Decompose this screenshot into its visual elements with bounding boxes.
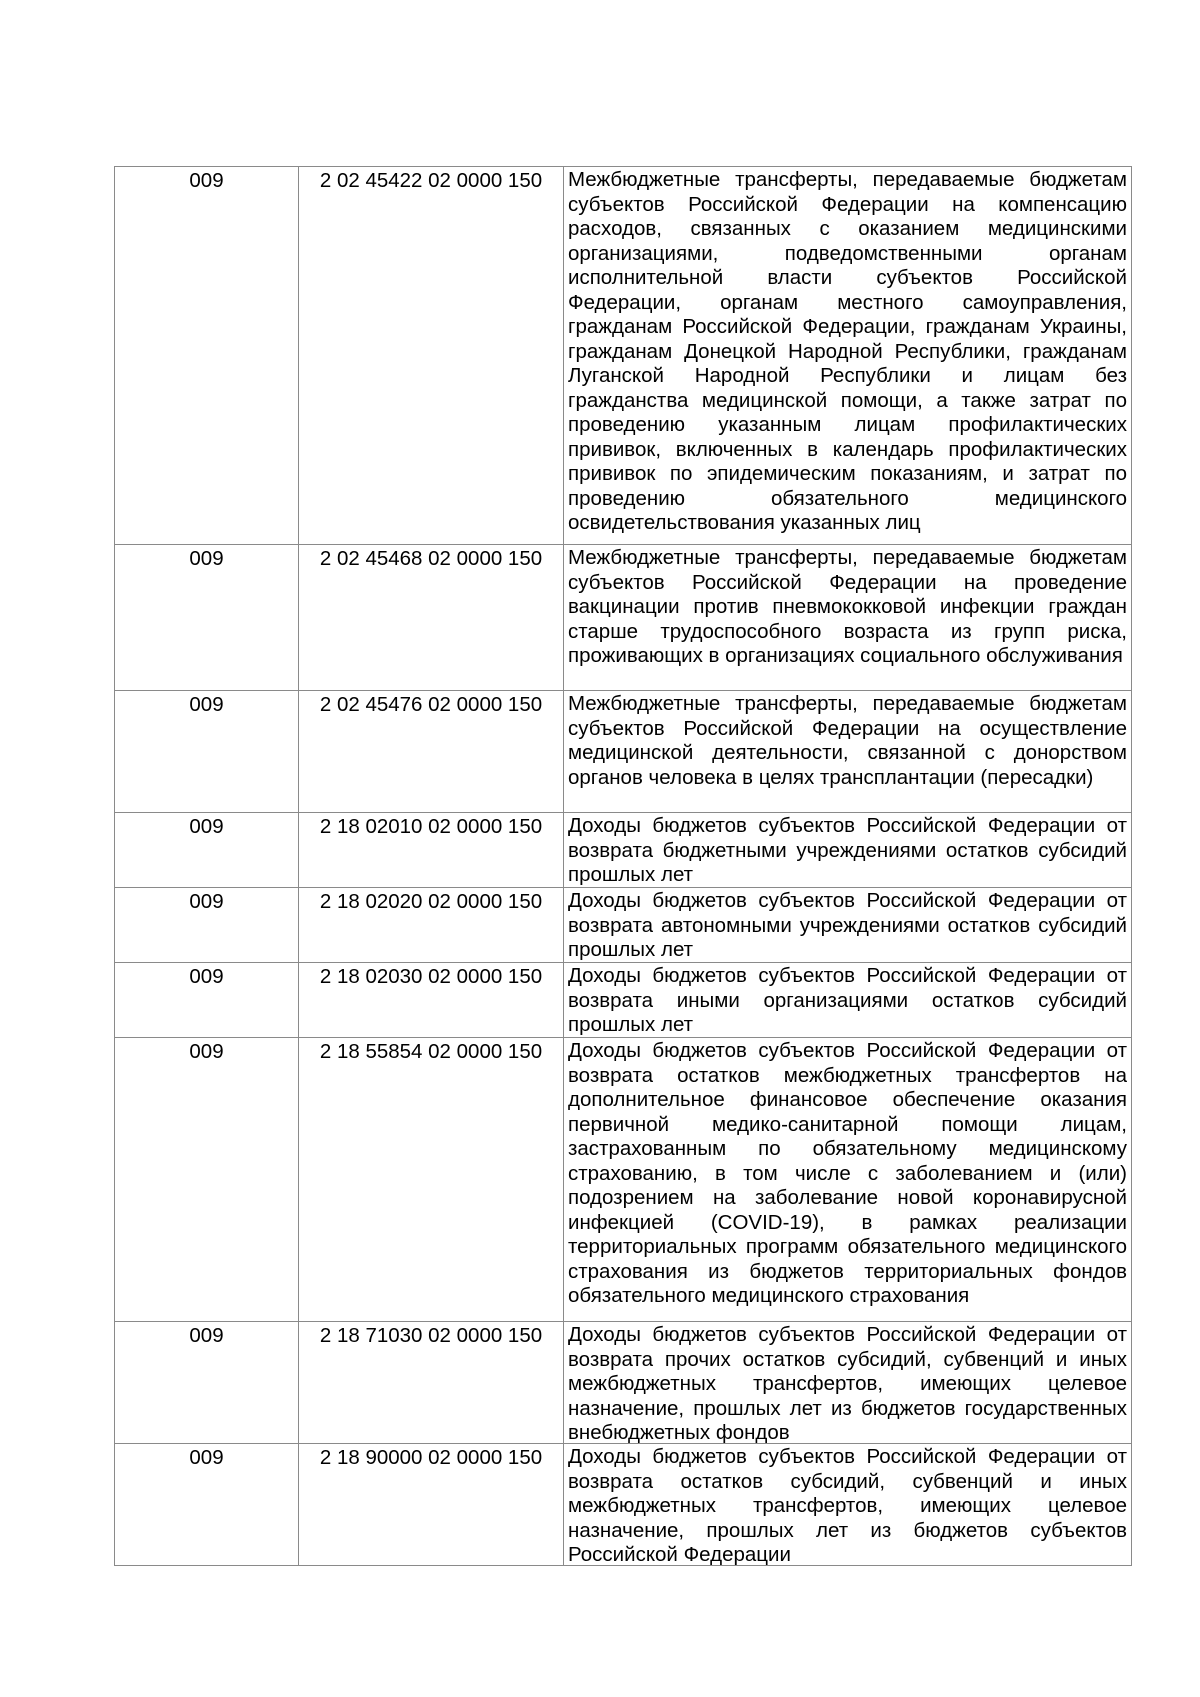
revenue-name-cell: [564, 1444, 1132, 1566]
budget-classification-code: 2 18 02020 02 0000 150: [319, 890, 543, 913]
budget-classification-code: 2 18 55854 02 0000 150: [319, 1040, 543, 1063]
revenue-name-cell: [564, 888, 1132, 963]
admin-code: 009: [189, 547, 224, 570]
revenue-name: Межбюджетные трансферты, передаваемые бюджетам субъектов Российской Федерации на компенсацию расходов, связанных с оказанием медицинскими организациями, подведомственными органам исполнительной власти субъектов Российской Федерации, органам местного самоуправления, гражданам Российской Федерации, гражданам Украины, гражданам Донецкой Народной Республики, гражданам Луганской Народной Республики и лицам без гражданства медицинской помощи, а также затрат по проведению указанным лицам профилактических прививок, включенных в календарь профилактических прививок по эпидемическим показаниям, и затрат по проведению обязательного медицинского освидетельствования указанных лиц: [568, 168, 1127, 534]
revenue-name: Доходы бюджетов субъектов Российской Федерации от возврата автономными учреждениями остатков субсидий прошлых лет: [568, 889, 1127, 961]
budget-classification-code: 2 18 71030 02 0000 150: [319, 1324, 543, 1347]
admin-code-cell: [115, 813, 299, 888]
budget-classification-code: 2 02 45468 02 0000 150: [319, 547, 543, 570]
admin-code: 009: [189, 965, 224, 988]
revenue-name-cell: [564, 1038, 1132, 1322]
admin-code: 009: [189, 1040, 224, 1063]
budget-code-cell: [299, 691, 564, 813]
revenue-codes-table: [114, 166, 1132, 1566]
revenue-name-cell: [564, 963, 1132, 1038]
revenue-name: Межбюджетные трансферты, передаваемые бюджетам субъектов Российской Федерации на осуществление медицинской деятельности, связанной с донорством органов человека в целях трансплантации (пересадки): [568, 692, 1127, 789]
admin-code-cell: [115, 1444, 299, 1566]
table-row: [115, 888, 1132, 963]
revenue-name: Доходы бюджетов субъектов Российской Федерации от возврата прочих остатков субсидий, субвенций и иных межбюджетных трансфертов, имеющих целевое назначение, прошлых лет из бюджетов государственных внебюджетных фондов: [568, 1323, 1127, 1443]
budget-classification-code: 2 18 90000 02 0000 150: [319, 1446, 543, 1469]
admin-code: 009: [189, 169, 224, 192]
table-row: [115, 1038, 1132, 1322]
budget-code-cell: [299, 1444, 564, 1566]
budget-classification-code: 2 18 02010 02 0000 150: [319, 815, 543, 838]
revenue-name: Межбюджетные трансферты, передаваемые бюджетам субъектов Российской Федерации на проведение вакцинации против пневмококковой инфекции граждан старше трудоспособного возраста из групп риска, проживающих в организациях социального обслуживания: [568, 546, 1127, 667]
admin-code: 009: [189, 1324, 224, 1347]
admin-code: 009: [189, 1446, 224, 1469]
revenue-name-cell: [564, 813, 1132, 888]
admin-code-cell: [115, 1322, 299, 1444]
table-row: [115, 1322, 1132, 1444]
budget-code-cell: [299, 545, 564, 691]
budget-code-cell: [299, 1038, 564, 1322]
table-row: [115, 691, 1132, 813]
table-row: [115, 813, 1132, 888]
admin-code-cell: [115, 691, 299, 813]
revenue-name: Доходы бюджетов субъектов Российской Федерации от возврата остатков субсидий, субвенций и иных межбюджетных трансфертов, имеющих целевое назначение, прошлых лет из бюджетов субъектов Российской Федерации: [568, 1445, 1127, 1565]
table-row: [115, 167, 1132, 545]
budget-code-cell: [299, 167, 564, 545]
admin-code-cell: [115, 167, 299, 545]
revenue-name: Доходы бюджетов субъектов Российской Федерации от возврата иными организациями остатков субсидий прошлых лет: [568, 964, 1127, 1036]
budget-code-cell: [299, 813, 564, 888]
budget-code-cell: [299, 888, 564, 963]
admin-code: 009: [189, 815, 224, 838]
budget-code-cell: [299, 1322, 564, 1444]
budget-classification-code: 2 02 45476 02 0000 150: [319, 693, 543, 716]
budget-code-cell: [299, 963, 564, 1038]
budget-classification-code: 2 18 02030 02 0000 150: [319, 965, 543, 988]
revenue-name-cell: [564, 167, 1132, 545]
admin-code-cell: [115, 888, 299, 963]
admin-code-cell: [115, 963, 299, 1038]
budget-classification-code: 2 02 45422 02 0000 150: [319, 169, 543, 192]
table-row: [115, 545, 1132, 691]
revenue-name-cell: [564, 691, 1132, 813]
revenue-name-cell: [564, 1322, 1132, 1444]
admin-code: 009: [189, 890, 224, 913]
revenue-name: Доходы бюджетов субъектов Российской Федерации от возврата остатков межбюджетных трансфертов на дополнительное финансовое обеспечение оказания первичной медико-санитарной помощи лицам, застрахованным по обязательному медицинскому страхованию, в том числе с заболеванием и (или) подозрением на заболевание новой коронавирусной инфекцией (COVID-19), в рамках реализации территориальных программ обязательного медицинского страхования из бюджетов территориальных фондов обязательного медицинского страхования: [568, 1039, 1127, 1307]
revenue-name: Доходы бюджетов субъектов Российской Федерации от возврата бюджетными учреждениями остатков субсидий прошлых лет: [568, 814, 1127, 886]
revenue-name-cell: [564, 545, 1132, 691]
table-row: [115, 963, 1132, 1038]
table-row: [115, 1444, 1132, 1566]
admin-code-cell: [115, 1038, 299, 1322]
admin-code: 009: [189, 693, 224, 716]
admin-code-cell: [115, 545, 299, 691]
